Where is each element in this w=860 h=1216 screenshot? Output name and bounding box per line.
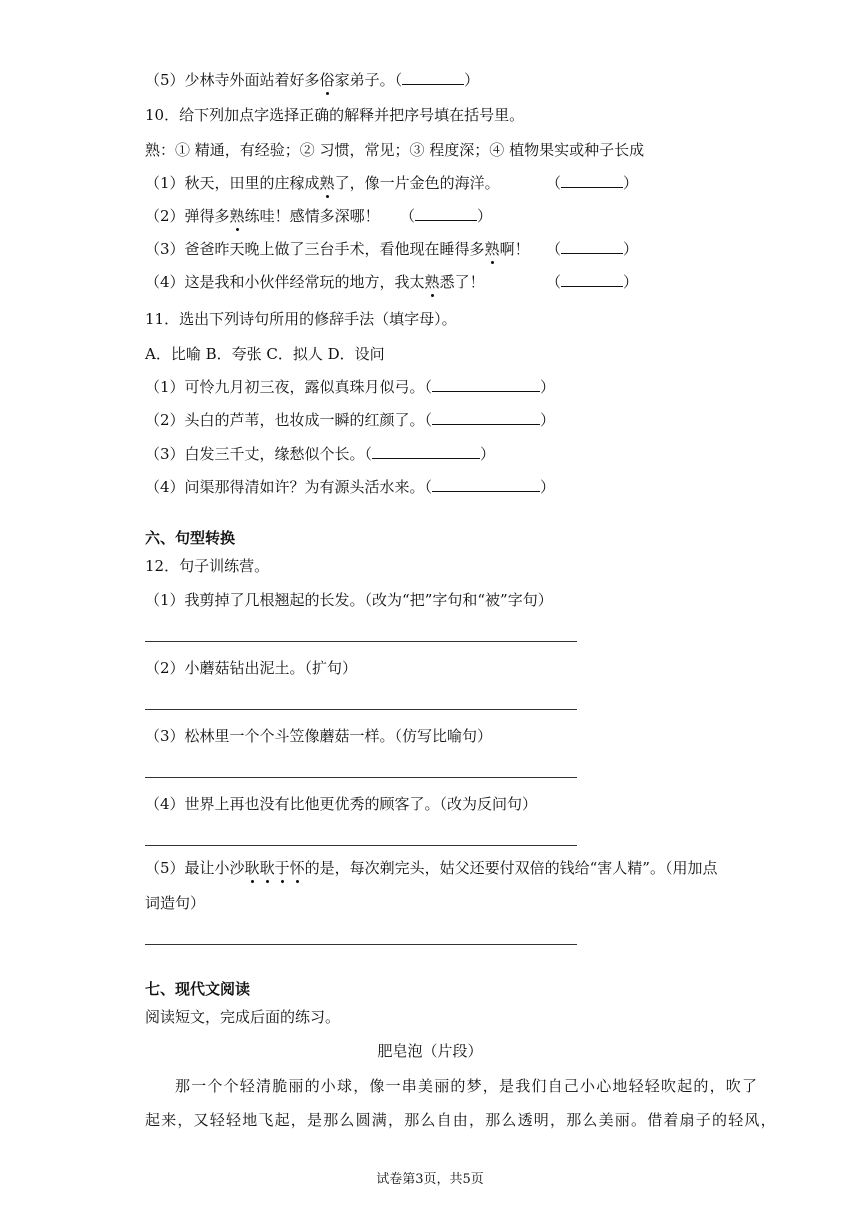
- dotted-char: [245, 859, 305, 877]
- dotted-char: 耿: [259, 859, 275, 877]
- dotted-char: 怀: [289, 859, 305, 877]
- question-10-definitions: 熟：① 精通，有经验；② 习惯，常见；③ 程度深；④ 植物果实或种子长成: [145, 141, 645, 159]
- question-10-item-4: （4）这是我和小伙伴经常玩的地方，我太熟悉了！: [145, 273, 485, 291]
- answer-line[interactable]: [145, 777, 577, 778]
- question-12-stem: 12．句子训练营。: [145, 557, 270, 575]
- question-11-item-2: （2）头白的芦苇，也妆成一瞬的红颜了。（ ）: [145, 411, 556, 429]
- dotted-char: 于: [274, 859, 290, 877]
- dotted-char: 耿: [244, 859, 260, 877]
- question-12-item-4: （4）世界上再也没有比他更优秀的顾客了。（改为反问句）: [145, 795, 538, 813]
- question-9-5: （5）少林寺外面站着好多俗家弟子。（ ）: [145, 71, 480, 89]
- question-11-item-3: （3）白发三千丈，缘愁似个长。（ ）: [145, 445, 496, 463]
- answer-line[interactable]: [145, 641, 577, 642]
- answer-line[interactable]: [145, 845, 577, 846]
- dotted-char: 熟: [229, 207, 245, 225]
- dotted-char: 俗: [319, 71, 335, 89]
- answer-paren-10-4[interactable]: （ ）: [546, 273, 639, 291]
- answer-paren-10-3[interactable]: （ ）: [546, 240, 639, 258]
- section-6-heading: 六、句型转换: [145, 529, 236, 547]
- question-12-item-5-cont: 词造句）: [145, 894, 206, 912]
- question-12-item-3: （3）松林里一个个斗笠像蘑菇一样。（仿写比喻句）: [145, 727, 493, 745]
- passage-line-2: 起来，又轻轻地飞起，是那么圆满，那么自由，那么透明，那么美丽。借着扇子的轻风，: [145, 1111, 777, 1129]
- answer-blank[interactable]: [432, 377, 540, 392]
- dotted-char: 熟: [484, 240, 500, 258]
- question-11-item-1: （1）可怜九月初三夜，露似真珠月似弓。（ ）: [145, 378, 556, 396]
- question-12-item-2: （2）小蘑菇钻出泥土。（扩句）: [145, 659, 358, 677]
- question-11-options: A．比喻 B．夸张 C．拟人 D．设问: [145, 345, 385, 363]
- dotted-char: 熟: [424, 273, 440, 291]
- question-11-item-4: （4）问渠那得清如许？为有源头活水来。（ ）: [145, 478, 556, 496]
- question-10-stem: 10．给下列加点字选择正确的解释并把序号填在括号里。: [145, 106, 525, 124]
- passage-line-1: 那一个个轻清脆丽的小球，像一串美丽的梦，是我们自己小心地轻轻吹起的，吹了: [175, 1077, 759, 1095]
- question-10-item-1: （1）秋天，田里的庄稼成熟了，像一片金色的海洋。: [145, 174, 500, 192]
- answer-blank[interactable]: [432, 477, 540, 492]
- answer-blank[interactable]: [372, 444, 480, 459]
- page-footer: 试卷第3页，共5页: [376, 1172, 484, 1187]
- answer-line[interactable]: [145, 944, 577, 945]
- answer-paren-10-1[interactable]: （ ）: [546, 174, 639, 192]
- passage-title: 肥皂泡（片段）: [377, 1042, 483, 1060]
- question-12-item-1: （1）我剪掉了几根翘起的长发。（改为“把”字句和“被”字句）: [145, 591, 553, 609]
- question-11-stem: 11．选出下列诗句所用的修辞手法（填字母）。: [145, 310, 457, 328]
- answer-paren-10-2[interactable]: （ ）: [400, 207, 493, 225]
- section-7-heading: 七、现代文阅读: [145, 980, 251, 998]
- answer-blank[interactable]: [432, 410, 540, 425]
- question-10-item-2: （2）弹得多熟练哇！感情多深哪！: [145, 207, 380, 225]
- answer-blank[interactable]: [402, 70, 464, 85]
- question-10-item-3: （3）爸爸昨天晚上做了三台手术，看他现在睡得多熟啊！: [145, 240, 530, 258]
- reading-instructions: 阅读短文，完成后面的练习。: [145, 1008, 341, 1026]
- question-12-item-5: （5）最让小沙耿耿于怀的是，每次剃完头，姑父还要付双倍的钱给“害人精”。（用加点: [145, 859, 718, 877]
- dotted-char: 熟: [319, 174, 335, 192]
- answer-line[interactable]: [145, 709, 577, 710]
